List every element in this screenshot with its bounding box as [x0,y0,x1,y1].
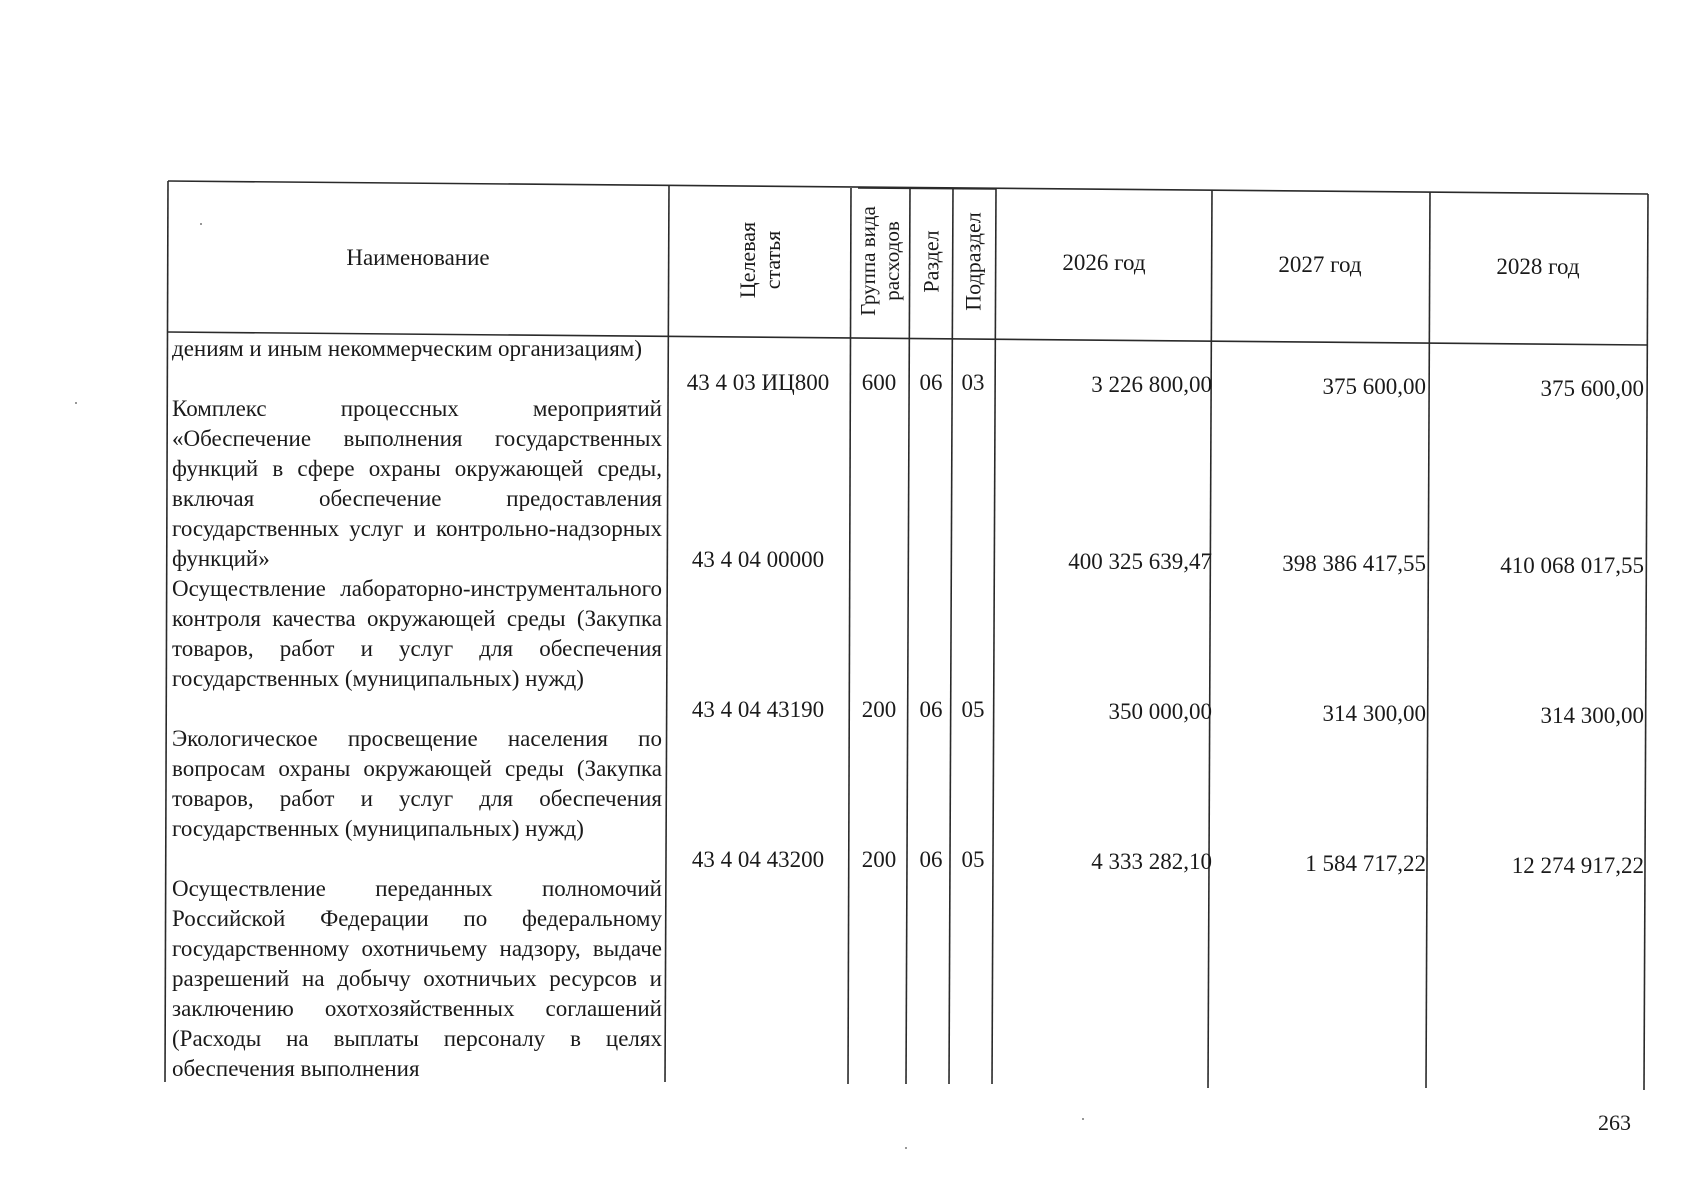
header-subsection-label: Подраздел [960,211,986,311]
row-1-y2026: 3 226 800,00 [1091,372,1212,397]
row-4-code: 43 4 04 43200 [691,847,825,872]
row-4-y2026: 4 333 282,10 [1091,849,1212,874]
scan-speck [905,1147,907,1149]
header-year-2028: 2028 год [1496,254,1580,279]
row-4-subsection: 05 [961,847,985,872]
scan-speck [200,223,202,225]
row-1-name: дениям и иным некоммерческим организациям) [172,336,642,361]
row-3-name: Осуществление лабораторно-инструментального контроля качества окружающей среды (Закупка товаров, работ и услуг для обеспечения государственных (муниципальных) нужд) [172,576,662,691]
header-code-line2: статья [759,230,785,290]
scan-speck [1082,1118,1084,1120]
header-subsection [952,190,994,332]
row-1-group: 600 [861,370,897,395]
row-2-y2028: 410 068 017,55 [1500,553,1644,578]
header-year-2026: 2026 год [1062,250,1146,275]
row-3-code: 43 4 04 43190 [691,697,825,722]
header-group-line1: Группа вида [856,206,880,316]
row-4-y2028: 12 274 917,22 [1511,853,1644,878]
row-4-name: Экологическое просвещение населения по вопросам охраны окружающей среды (Закупка товаров, работ и услуг для обеспечения государственных (муниципальных) нужд) [172,726,662,841]
row-4-y2027: 1 584 717,22 [1305,851,1426,876]
header-year-2027: 2027 год [1278,252,1362,277]
row-3-y2026: 350 000,00 [1108,699,1212,724]
header-code [672,190,848,330]
row-2-name: Комплекс процессных мероприятий «Обеспечение выполнения государственных функций в сфере охраны окружающей среды, включая обеспечение предоставления государственных услуг и контрольно-надзорных функций» [172,396,662,571]
row-4-group: 200 [861,847,897,872]
row-3-group: 200 [861,697,897,722]
row-3-subsection: 05 [961,697,985,722]
row-1-code: 43 4 03 ИЦ800 [686,370,830,395]
row-2-y2027: 398 386 417,55 [1282,551,1426,576]
row-4-section: 06 [919,847,943,872]
row-2-y2026: 400 325 639,47 [1068,549,1212,574]
header-section [910,190,952,332]
header-group [852,190,908,332]
scan-speck [75,402,77,404]
row-2-code: 43 4 04 00000 [691,547,825,572]
page-number: 263 [1598,1110,1631,1135]
row-1-subsection: 03 [961,370,985,395]
header-group-line2: расходов [880,221,904,301]
row-3-section: 06 [919,697,943,722]
row-3-y2027: 314 300,00 [1322,701,1426,726]
row-1-y2028: 375 600,00 [1540,376,1644,401]
header-section-label: Раздел [918,229,944,293]
header-code-line1: Целевая [734,221,760,299]
row-1-y2027: 375 600,00 [1322,374,1426,399]
header-name: Наименование [346,245,490,270]
row-3-y2028: 314 300,00 [1540,703,1644,728]
row-5-name: Осуществление переданных полномочий Российской Федерации по федеральному государственному охотничьему надзору, выдаче разрешений на добычу охотничьих ресурсов и заключению охотхозяйственных соглашений (Расходы на выплаты персоналу в целях обеспечения выполнения [172,876,662,1081]
row-1-section: 06 [919,370,943,395]
